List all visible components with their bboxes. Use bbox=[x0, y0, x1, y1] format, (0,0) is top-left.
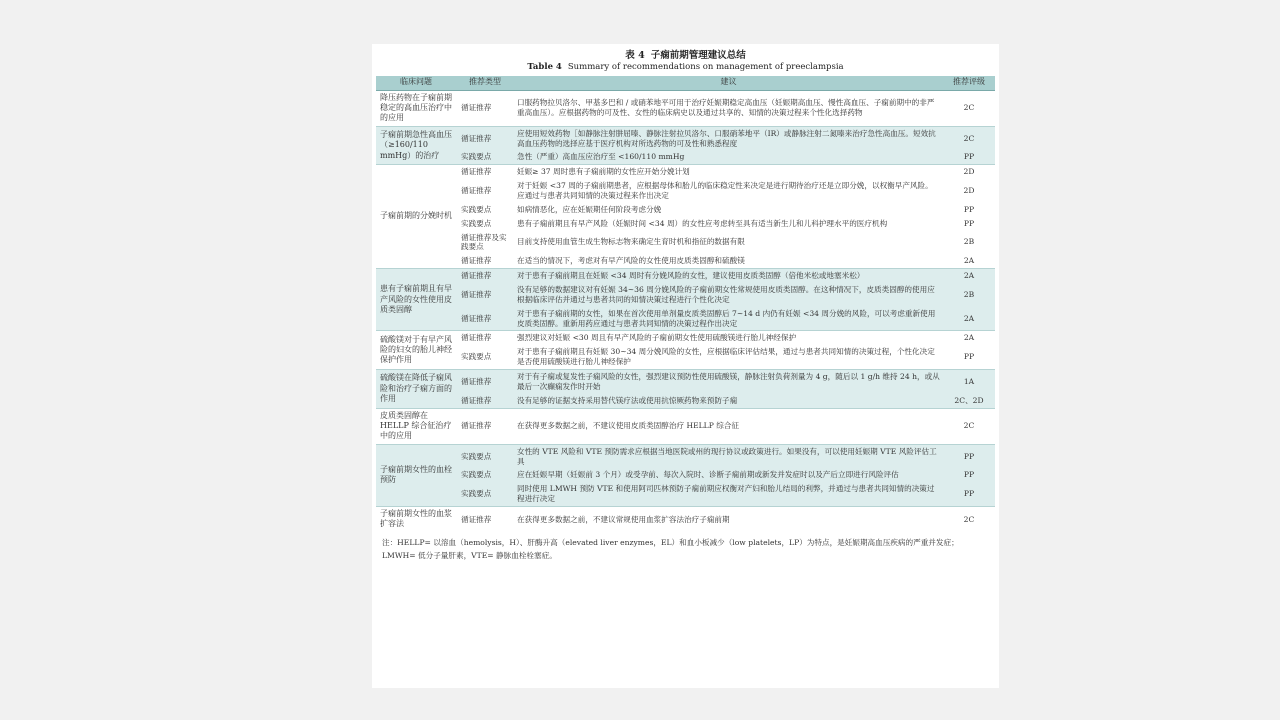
table-row bbox=[376, 254, 995, 268]
recommendation-text-cell: 没有足够的数据建议对有妊娠 34~36 周分娩风险的子痫前期女性常规使用皮质类固醇。在这种情况下，皮质类固醇的使用应根据临床评估并通过与患者共同的知情决策过程进行个性化决定 bbox=[514, 283, 943, 307]
recommendation-type-cell: 循证推荐 bbox=[461, 186, 492, 196]
recommendation-text-cell: 没有足够的证据支持采用替代镁疗法或使用抗惊厥药物来预防子痫 bbox=[514, 394, 943, 408]
recommendation-grade-cell: PP bbox=[943, 468, 995, 482]
recommendation-text-cell: 女性的 VTE 风险和 VTE 预防需求应根据当地医院或州的现行协议或政策进行。如果没有，可以使用妊娠期 VTE 风险评估工具 bbox=[514, 444, 943, 468]
header-issue: 临床问题 bbox=[376, 76, 456, 91]
header-type: 推荐类型 bbox=[456, 76, 514, 91]
table-row bbox=[376, 394, 995, 408]
recommendation-grade-cell: 2C bbox=[943, 90, 995, 126]
recommendation-text-cell: 在获得更多数据之前，不建议常规使用血浆扩容法治疗子痫前期 bbox=[514, 507, 943, 532]
recommendation-grade-cell: 2C、2D bbox=[943, 394, 995, 408]
table-row bbox=[376, 345, 995, 369]
recommendation-text-cell: 对于妊娠 <37 周的子痫前期患者，应根据母体和胎儿的临床稳定性来决定是进行期待治疗还是立即分娩，以权衡早产风险。应通过与患者共同知情的决策过程来作出决定 bbox=[517, 181, 933, 200]
recommendation-text-cell: 急性（严重）高血压应治疗至 <160/110 mmHg bbox=[514, 150, 943, 164]
table-title-cn bbox=[376, 50, 995, 62]
table-row bbox=[376, 444, 995, 468]
recommendation-grade-cell: PP bbox=[963, 352, 975, 362]
header-recommendation: 建议 bbox=[514, 76, 943, 91]
table-row bbox=[376, 165, 995, 179]
table-row bbox=[376, 269, 995, 283]
table-label-cn: 表 4 bbox=[625, 50, 645, 61]
recommendation-text-cell: 如病情恶化，应在妊娠期任何阶段考虑分娩 bbox=[517, 204, 662, 214]
table-row bbox=[376, 90, 995, 126]
recommendation-grade-cell: PP bbox=[943, 482, 995, 506]
clinical-issue-cell: 子痫前期女性的血栓预防 bbox=[376, 444, 456, 506]
recommendation-text-cell: 在获得更多数据之前，不建议使用皮质类固醇治疗 HELLP 综合征 bbox=[514, 408, 943, 444]
recommendation-text-cell: 对于有子痫或复发性子痫风险的女性，强烈建议预防性使用硫酸镁，静脉注射负荷剂量为 4 g，随后以 1 g/h 维持 24 h，或从最后一次癫痫发作时开始 bbox=[514, 370, 943, 394]
recommendation-type-cell: 实践要点 bbox=[456, 150, 514, 164]
table-caption bbox=[376, 50, 995, 73]
clinical-issue-cell: 降压药物在子痫前期稳定的高血压治疗中的应用 bbox=[376, 90, 456, 126]
table-row bbox=[376, 370, 995, 394]
table-body bbox=[376, 90, 995, 532]
recommendation-type-cell: 循证推荐及实践要点 bbox=[461, 232, 507, 252]
recommendation-type-cell: 实践要点 bbox=[461, 204, 492, 214]
recommendation-type-cell: 实践要点 bbox=[461, 218, 492, 228]
clinical-issue-cell: 硫酸镁在降低子痫风险和治疗子痫方面的作用 bbox=[376, 370, 456, 409]
recommendation-text-cell: 对于患有子痫前期且在妊娠 <34 周时有分娩风险的女性，建议使用皮质类固醇（倍他米松或地塞米松） bbox=[514, 269, 943, 283]
table-row bbox=[376, 203, 995, 217]
recommendation-type-cell: 循证推荐 bbox=[456, 269, 514, 283]
recommendation-type-cell: 循证推荐 bbox=[456, 283, 514, 307]
table-row bbox=[376, 231, 995, 255]
table-row bbox=[376, 126, 995, 150]
recommendation-type-cell: 循证推荐 bbox=[456, 126, 514, 150]
recommendation-text-cell: 对于患有子痫前期且有妊娠 30~34 周分娩风险的女性，应根据临床评估结果，通过与患者共同知情的决策过程，个性化决定是否使用硫酸镁进行胎儿神经保护 bbox=[517, 347, 935, 367]
recommendation-type-cell: 循证推荐 bbox=[456, 408, 514, 444]
recommendation-type-cell: 实践要点 bbox=[456, 482, 514, 506]
recommendation-grade-cell: PP bbox=[963, 218, 975, 228]
recommendation-text-cell: 妊娠≥ 37 周时患有子痫前期的女性应开始分娩计划 bbox=[514, 165, 943, 179]
recommendation-grade-cell: 2C bbox=[943, 408, 995, 444]
table-title-en bbox=[376, 62, 995, 73]
recommendation-grade-cell: 2B bbox=[943, 283, 995, 307]
recommendation-grade-cell: 2C bbox=[943, 126, 995, 150]
clinical-issue-cell: 子痫前期的分娩时机 bbox=[376, 165, 456, 269]
header-grade: 推荐评级 bbox=[943, 76, 995, 91]
recommendation-grade-cell: 2D bbox=[943, 165, 995, 179]
clinical-issue-cell: 患有子痫前期且有早产风险的女性使用皮质类固醇 bbox=[376, 269, 456, 331]
recommendation-type-cell: 循证推荐 bbox=[456, 90, 514, 126]
recommendation-grade-cell: 1A bbox=[943, 370, 995, 394]
table-row bbox=[376, 150, 995, 164]
recommendations-table bbox=[376, 76, 995, 532]
recommendation-grade-cell: PP bbox=[943, 150, 995, 164]
recommendation-type-cell: 循证推荐 bbox=[456, 394, 514, 408]
document-page bbox=[372, 44, 999, 688]
clinical-issue-cell: 皮质类固醇在 HELLP 综合征治疗中的应用 bbox=[376, 408, 456, 444]
recommendation-type-cell: 循证推荐 bbox=[456, 507, 514, 532]
recommendation-text-cell: 口服药物拉贝洛尔、甲基多巴和 / 或硝苯地平可用于治疗妊娠期稳定高血压（妊娠期高血压、慢性高血压、子痫前期中的非严重高血压）。应根据药物的可及性、女性的临床病史以及通过共享的、知情的决策过程来个性化选择药物 bbox=[514, 90, 943, 126]
recommendation-text-cell: 强烈建议对妊娠 <30 周且有早产风险的子痫前期女性使用硫酸镁进行胎儿神经保护 bbox=[514, 331, 943, 345]
table-row bbox=[376, 179, 995, 203]
recommendation-type-cell: 实践要点 bbox=[456, 468, 514, 482]
recommendation-text-cell: 目前支持使用血管生成生物标志物来确定生育时机和指征的数据有限 bbox=[517, 237, 745, 247]
table-row bbox=[376, 331, 995, 345]
table-row bbox=[376, 507, 995, 532]
recommendation-grade-cell: 2A bbox=[963, 256, 975, 266]
recommendation-type-cell: 实践要点 bbox=[456, 444, 514, 468]
recommendation-grade-cell: 2B bbox=[963, 237, 975, 247]
recommendation-type-cell: 循证推荐 bbox=[456, 370, 514, 394]
recommendation-text-cell: 应在妊娠早期（妊娠前 3 个月）或受孕前、每次入院时、诊断子痫前期或新发并发症时以及产后立即进行风险评估 bbox=[514, 468, 943, 482]
recommendation-grade-cell: 2A bbox=[943, 269, 995, 283]
recommendation-grade-cell: 2D bbox=[963, 186, 975, 196]
table-label-en: Table 4 bbox=[527, 61, 562, 72]
recommendation-type-cell: 循证推荐 bbox=[461, 256, 492, 266]
recommendation-type-cell: 实践要点 bbox=[461, 352, 492, 362]
recommendation-text-cell: 对于患有子痫前期的女性，如果在首次使用单剂量皮质类固醇后 7~14 d 内仍有妊娠 <34 周分娩的风险，可以考虑重新使用皮质类固醇。重新用药应通过与患者共同知情的决策过程作出决定 bbox=[514, 307, 943, 331]
recommendation-grade-cell: PP bbox=[963, 204, 975, 214]
recommendation-type-cell: 循证推荐 bbox=[456, 307, 514, 331]
recommendation-text-cell: 同时使用 LMWH 预防 VTE 和使用阿司匹林预防子痫前期应权衡对产妇和胎儿结局的利弊，并通过与患者共同知情的决策过程进行决定 bbox=[514, 482, 943, 506]
table-row bbox=[376, 283, 995, 307]
table-row bbox=[376, 307, 995, 331]
recommendation-grade-cell: 2A bbox=[943, 307, 995, 331]
clinical-issue-cell: 子痫前期急性高血压（≥160/110 mmHg）的治疗 bbox=[376, 126, 456, 165]
recommendation-grade-cell: 2C bbox=[943, 507, 995, 532]
recommendation-text-cell: 患有子痫前期且有早产风险（妊娠时间 <34 周）的女性应考虑转至具有适当新生儿和儿科护理水平的医疗机构 bbox=[517, 218, 888, 228]
table-header-row bbox=[376, 76, 995, 91]
clinical-issue-cell: 子痫前期女性的血浆扩容法 bbox=[376, 507, 456, 532]
table-title-cn-text: 子痫前期管理建议总结 bbox=[650, 50, 746, 61]
table-row bbox=[376, 468, 995, 482]
recommendation-text-cell: 在适当的情况下，考虑对有早产风险的女性使用皮质类固醇和硫酸镁 bbox=[517, 256, 745, 266]
table-title-en-text: Summary of recommendations on management of preeclampsia bbox=[567, 61, 844, 72]
recommendation-text-cell: 应使用短效药物［如静脉注射肼屈嗪、静脉注射拉贝洛尔、口服硝苯地平（IR）或静脉注射二氮嗪来治疗急性高血压。短效抗高血压药物的选择应基于医疗机构对所选药物的可及性和熟悉程度 bbox=[514, 126, 943, 150]
recommendation-type-cell: 循证推荐 bbox=[456, 165, 514, 179]
table-footnote: 注：HELLP= 以溶血（hemolysis，H）、肝酶升高（elevated liver enzymes，EL）和血小板减少（low platelets，LP）为特点，是妊娠期高血压疾病的严重并发症；LMWH= 低分子量肝素，VTE= 静脉血栓栓塞症。 bbox=[382, 537, 959, 560]
clinical-issue-cell: 硫酸镁对于有早产风险的妇女的胎儿神经保护作用 bbox=[376, 331, 456, 370]
table-row bbox=[376, 482, 995, 506]
recommendation-type-cell: 循证推荐 bbox=[456, 331, 514, 345]
table-row bbox=[376, 408, 995, 444]
recommendation-grade-cell: 2A bbox=[943, 331, 995, 345]
recommendation-grade-cell: PP bbox=[943, 444, 995, 468]
table-row bbox=[376, 217, 995, 231]
